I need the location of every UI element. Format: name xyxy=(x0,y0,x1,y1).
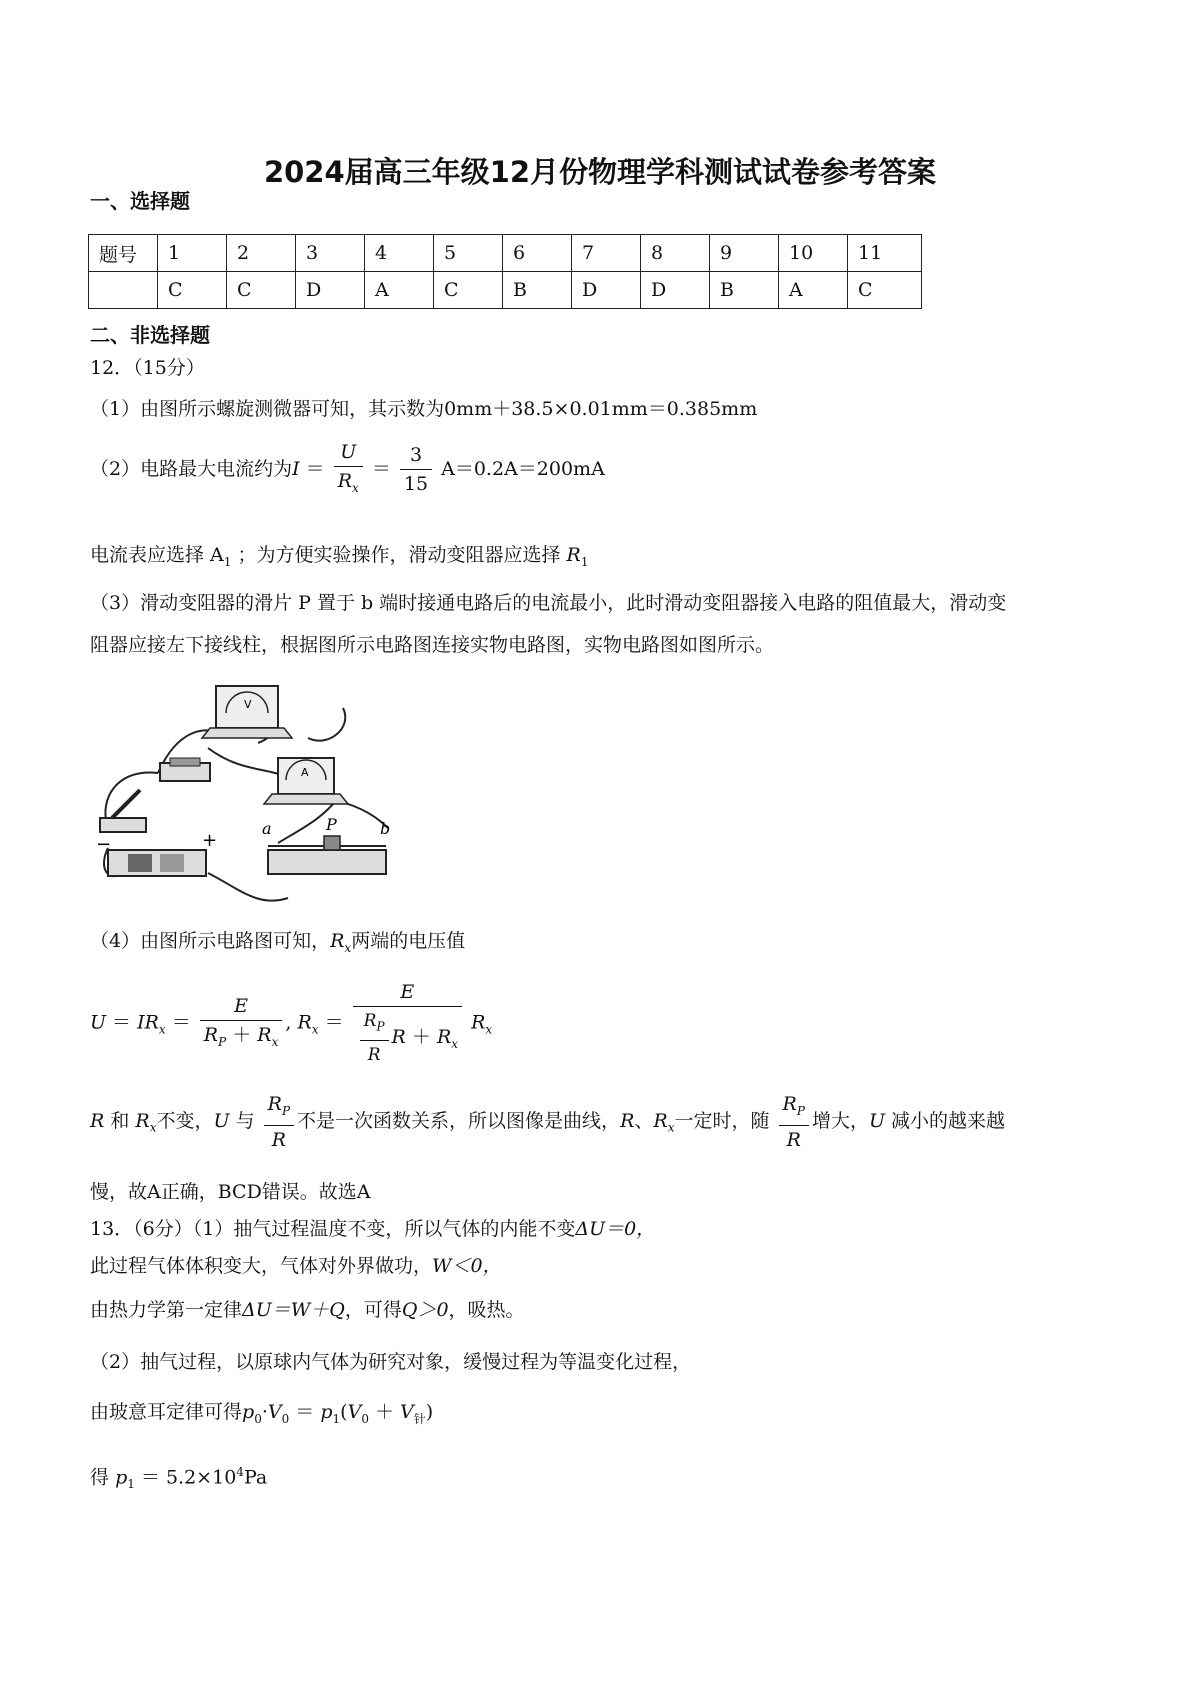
resistor-icon xyxy=(160,758,210,781)
empty-cell xyxy=(89,272,158,309)
q13-line5: 由玻意耳定律可得$p_0\cdot V_0 = p_1(V_0 + V_针)$ xyxy=(90,1401,434,1426)
answer-table xyxy=(88,234,922,309)
q13-formula: ΔU＝W＋Q xyxy=(242,1299,345,1321)
q12-conclusion-line1: R 和 $R_x$不变，U 与 $\frac{R_P}{R}$ 不是一次函数关系，所以图像是曲线，R、$R_x$一定时，随 $\frac{R_P}{R}$ 增大，U 减小的越来越 xyxy=(90,1093,1006,1151)
q12-part2-result: A＝0.2A＝200mA xyxy=(441,457,605,480)
q12-part1-formula: 0mm＋38.5×0.01mm＝0.385mm xyxy=(444,398,758,420)
answer-cell: D xyxy=(296,272,365,309)
ammeter-label: A xyxy=(301,766,309,779)
number-cell: 8 xyxy=(641,235,710,272)
q12-part2-text: （2）电路最大电流约为 xyxy=(90,457,293,480)
rp-over-r-fraction-2: $\frac{R_P}{R}$ xyxy=(779,1092,809,1152)
q12-part3-line2: 阻器应接左下接线柱，根据图所示电路图连接实物电路图，实物电路图如图所示。 xyxy=(90,634,775,656)
conclusion-text: 、 xyxy=(634,1109,654,1132)
q12-part3-line1: （3）滑动变阻器的滑片 P 置于 b 端时接通电路后的电流最小，此时滑动变阻器接入电路的阻值最大，滑动变 xyxy=(90,592,1007,614)
rheostat-a-label: a xyxy=(262,819,272,838)
page-title: 2024届高三年级12月份物理学科测试试卷参考答案 xyxy=(263,155,937,189)
q13-line1 xyxy=(90,1217,655,1241)
conclusion-text: 与 xyxy=(235,1109,255,1132)
three-over-fifteen-fraction: $\frac{3}{15}$ xyxy=(400,443,432,496)
q13-line4: （2）抽气过程，以原球内气体为研究对象，缓慢过程为等温变化过程， xyxy=(90,1351,692,1373)
number-cell: 3 xyxy=(296,235,365,272)
q12-part1-text: （1）由图所示螺旋测微器可知，其示数为 xyxy=(90,398,445,420)
circuit-figure xyxy=(98,668,428,910)
answer-cell: B xyxy=(503,272,572,309)
answer-cell: D xyxy=(572,272,641,309)
conclusion-text: 一定时，随 xyxy=(674,1109,770,1132)
rheostat-select-text: ；为方便实验操作，滑动变阻器应选择 xyxy=(237,544,561,566)
pressure-value: 5.2×10 xyxy=(165,1466,237,1489)
q13-text: ，可得 xyxy=(344,1299,402,1321)
conclusion-text: 和 xyxy=(110,1109,130,1132)
answer-cell: C xyxy=(434,272,503,309)
q13-text: 13．（6分）（1）抽气过程温度不变，所以气体的内能不变 xyxy=(90,1218,576,1240)
answer-cell: C xyxy=(848,272,922,309)
q13-line3 xyxy=(90,1298,525,1322)
q12-part2: （2）电路最大电流约为I ＝ $\frac{U}{R_x}$ ＝ $\frac{3}{15}$ A＝0.2A＝200mA xyxy=(90,440,605,500)
number-cell: 7 xyxy=(572,235,641,272)
q13-line6: 得 $p_1 = 5.2\times 10^4Pa$ xyxy=(90,1465,268,1492)
pressure-exponent: 4 xyxy=(236,1465,244,1479)
answer-cell: C xyxy=(158,272,227,309)
e-over-sum-fraction: $\frac{E}{R_P + R_x}$ xyxy=(200,994,283,1054)
battery-icon xyxy=(96,830,217,876)
q13-text: 由玻意耳定律可得 xyxy=(90,1401,243,1423)
rp-over-r-fraction: $\frac{R_P}{R}$ xyxy=(264,1092,294,1152)
answer-cell: B xyxy=(710,272,779,309)
number-cell: 4 xyxy=(365,235,434,272)
section-choice-heading: 一、选择题 xyxy=(90,189,190,213)
q13-text: 此过程气体体积变大，气体对外界做功， xyxy=(90,1255,433,1277)
q13-formula: ΔU＝0， xyxy=(575,1218,656,1240)
voltmeter-label: V xyxy=(244,698,252,711)
ammeter-icon xyxy=(264,758,348,804)
number-cell: 2 xyxy=(227,235,296,272)
conclusion-text: 不变， xyxy=(156,1109,214,1132)
number-cell: 10 xyxy=(779,235,848,272)
q12-heading: 12．（15分） xyxy=(90,357,205,379)
rheostat-b-label: b xyxy=(380,819,391,838)
number-cell: 9 xyxy=(710,235,779,272)
header-label-cell: 题号 xyxy=(89,235,158,272)
battery-plus-label: + xyxy=(202,830,218,851)
q13-line2 xyxy=(90,1254,502,1278)
switch-icon xyxy=(100,790,146,832)
conclusion-text: 不是一次函数关系，所以图像是曲线， xyxy=(297,1109,621,1132)
rheostat-icon xyxy=(262,815,390,874)
conclusion-text: 减小的越来越 xyxy=(891,1109,1006,1132)
q12-part4: （4）由图所示电路图可知，$R_x$两端的电压值 xyxy=(90,930,466,955)
number-cell: 5 xyxy=(434,235,503,272)
e-over-compound-fraction: E $\frac{R_P}{R}$ $R + R_x$ xyxy=(353,980,462,1067)
needle-subscript: 针 xyxy=(413,1411,426,1426)
u-over-rx-fraction: $\frac{U}{R_x}$ xyxy=(334,440,363,500)
rheostat-p-label: P xyxy=(326,815,337,834)
q12-part4-text: （4）由图所示电路图可知， xyxy=(90,930,331,952)
q13-text: 得 xyxy=(90,1466,110,1489)
q13-formula: W＜0， xyxy=(432,1255,502,1277)
table-row xyxy=(89,272,922,309)
q12-conclusion-line2: 慢，故A正确，BCD错误。故选A xyxy=(90,1181,371,1203)
number-cell: 6 xyxy=(503,235,572,272)
battery-minus-label: − xyxy=(96,834,112,855)
q12-part4-text-tail: 两端的电压值 xyxy=(351,930,466,952)
section-nonchoice-heading: 二、非选择题 xyxy=(90,323,210,347)
q13-text: 由热力学第一定律 xyxy=(90,1299,243,1321)
answer-cell: A xyxy=(779,272,848,309)
table-row xyxy=(89,235,922,272)
voltage-formula: $U = IR_x$ ＝ $\frac{E}{R_P + R_x}$ , $R_x$ ＝ E $\frac{R_P}{R}$ $R + R_x$ $R_x$ xyxy=(90,981,493,1066)
answer-cell: A xyxy=(365,272,434,309)
conclusion-text: 增大， xyxy=(811,1109,869,1132)
q12-part1 xyxy=(90,397,757,421)
q12-part2-selection: 电流表应选择 $A_1$ ；为方便实验操作，滑动变阻器应选择 $R_1$ xyxy=(90,544,589,569)
answer-cell: D xyxy=(641,272,710,309)
q13-formula: Q＞0 xyxy=(401,1299,449,1321)
number-cell: 1 xyxy=(158,235,227,272)
q13-text: ，吸热。 xyxy=(448,1299,525,1321)
answer-cell: C xyxy=(227,272,296,309)
number-cell: 11 xyxy=(848,235,922,272)
voltmeter-icon xyxy=(202,686,292,738)
ammeter-select-text: 电流表应选择 xyxy=(90,544,205,566)
pressure-unit: Pa xyxy=(243,1466,268,1489)
